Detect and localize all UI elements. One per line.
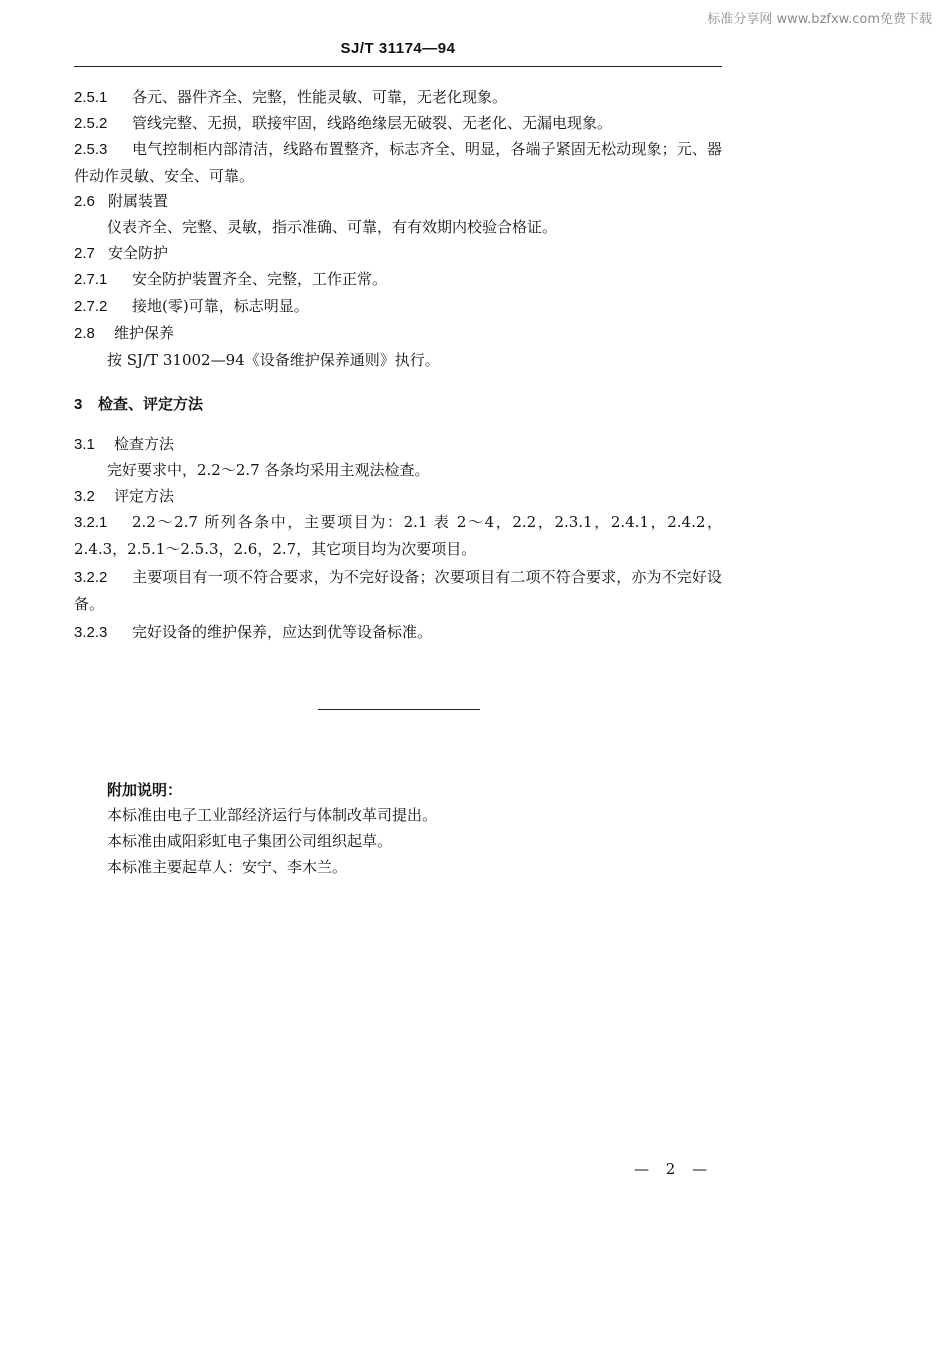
- clause-text: 接地(零)可靠，标志明显。: [132, 297, 309, 315]
- clause-text: 电气控制柜内部清洁，线路布置整齐，标志齐全、明显，各端子紧固无松动现象；元、器件动作灵敏、安全、可靠。: [74, 140, 722, 185]
- clause-number: 3.2.3: [74, 624, 108, 641]
- end-of-text-rule: [318, 709, 480, 710]
- section-3-1-body: 完好要求中，2.2～2.7 各条均采用主观法检查。: [107, 461, 430, 479]
- section-title: 评定方法: [114, 487, 175, 505]
- watermark: 标准分享网 www.bzfxw.com免费下载: [707, 12, 932, 27]
- clause-number: 2.5.1: [74, 89, 108, 106]
- section-2-7: [74, 243, 168, 264]
- clause-3-2-2: [74, 564, 722, 617]
- section-title: 检查方法: [114, 435, 175, 453]
- document-code-header: SJ/T 31174—94: [340, 40, 456, 57]
- chapter-title: 检查、评定方法: [98, 395, 204, 413]
- clause-text: 完好设备的维护保养，应达到优等设备标准。: [132, 623, 433, 641]
- additional-note-line: 本标准主要起草人：安宁、李木兰。: [107, 858, 348, 876]
- page-number: — 2 —: [634, 1160, 714, 1178]
- clause-text: 管线完整、无损，联接牢固，线路绝缘层无破裂、无老化、无漏电现象。: [132, 114, 613, 132]
- section-title: 附属装置: [108, 192, 169, 210]
- clause-text: 主要项目有一项不符合要求，为不完好设备；次要项目有二项不符合要求，亦为不完好设备。: [74, 568, 722, 613]
- clause-2-7-1: [74, 269, 387, 290]
- clause-2-5-2: [74, 113, 612, 134]
- section-number: 2.7: [74, 245, 95, 262]
- section-2-6-body: 仪表齐全、完整、灵敏，指示准确、可靠，有有效期内校验合格证。: [107, 218, 558, 236]
- clause-number: 3.2.2: [74, 569, 108, 586]
- clause-number: 2.5.2: [74, 115, 108, 132]
- section-2-8: [74, 323, 174, 344]
- clause-2-7-2: [74, 296, 309, 317]
- section-2-6: [74, 191, 168, 212]
- clause-number: 2.7.1: [74, 271, 108, 288]
- section-number: 3.2: [74, 488, 95, 505]
- clause-number: 2.7.2: [74, 298, 108, 315]
- clause-text: 2.2～2.7 所列各条中，主要项目为：2.1 表 2～4，2.2，2.3.1，2.4.1，2.4.2，2.4.3，2.5.1～2.5.3，2.6，2.7，其它项目均为次要项目。: [74, 513, 722, 558]
- clause-number: 2.5.3: [74, 141, 108, 158]
- section-number: 2.8: [74, 325, 95, 342]
- chapter-number: 3: [74, 396, 83, 413]
- section-number: 2.6: [74, 193, 95, 210]
- header-divider: [74, 66, 722, 67]
- clause-text: 各元、器件齐全、完整，性能灵敏、可靠，无老化现象。: [132, 88, 508, 106]
- clause-3-2-1: [74, 509, 722, 562]
- section-title: 维护保养: [114, 324, 175, 342]
- clause-2-5-3: [74, 136, 722, 189]
- section-2-8-body: 按 SJ/T 31002—94《设备维护保养通则》执行。: [107, 351, 440, 369]
- chapter-3-heading: [74, 394, 203, 415]
- clause-3-2-3: [74, 622, 432, 643]
- additional-note-line: 本标准由咸阳彩虹电子集团公司组织起草。: [107, 832, 393, 850]
- clause-2-5-1: [74, 87, 507, 108]
- section-3-2: [74, 486, 174, 507]
- section-number: 3.1: [74, 436, 95, 453]
- additional-notes-title: 附加说明：: [107, 781, 183, 799]
- section-3-1: [74, 434, 174, 455]
- clause-text: 安全防护装置齐全、完整，工作正常。: [132, 270, 388, 288]
- section-title: 安全防护: [108, 244, 169, 262]
- clause-number: 3.2.1: [74, 514, 108, 531]
- additional-note-line: 本标准由电子工业部经济运行与体制改革司提出。: [107, 806, 438, 824]
